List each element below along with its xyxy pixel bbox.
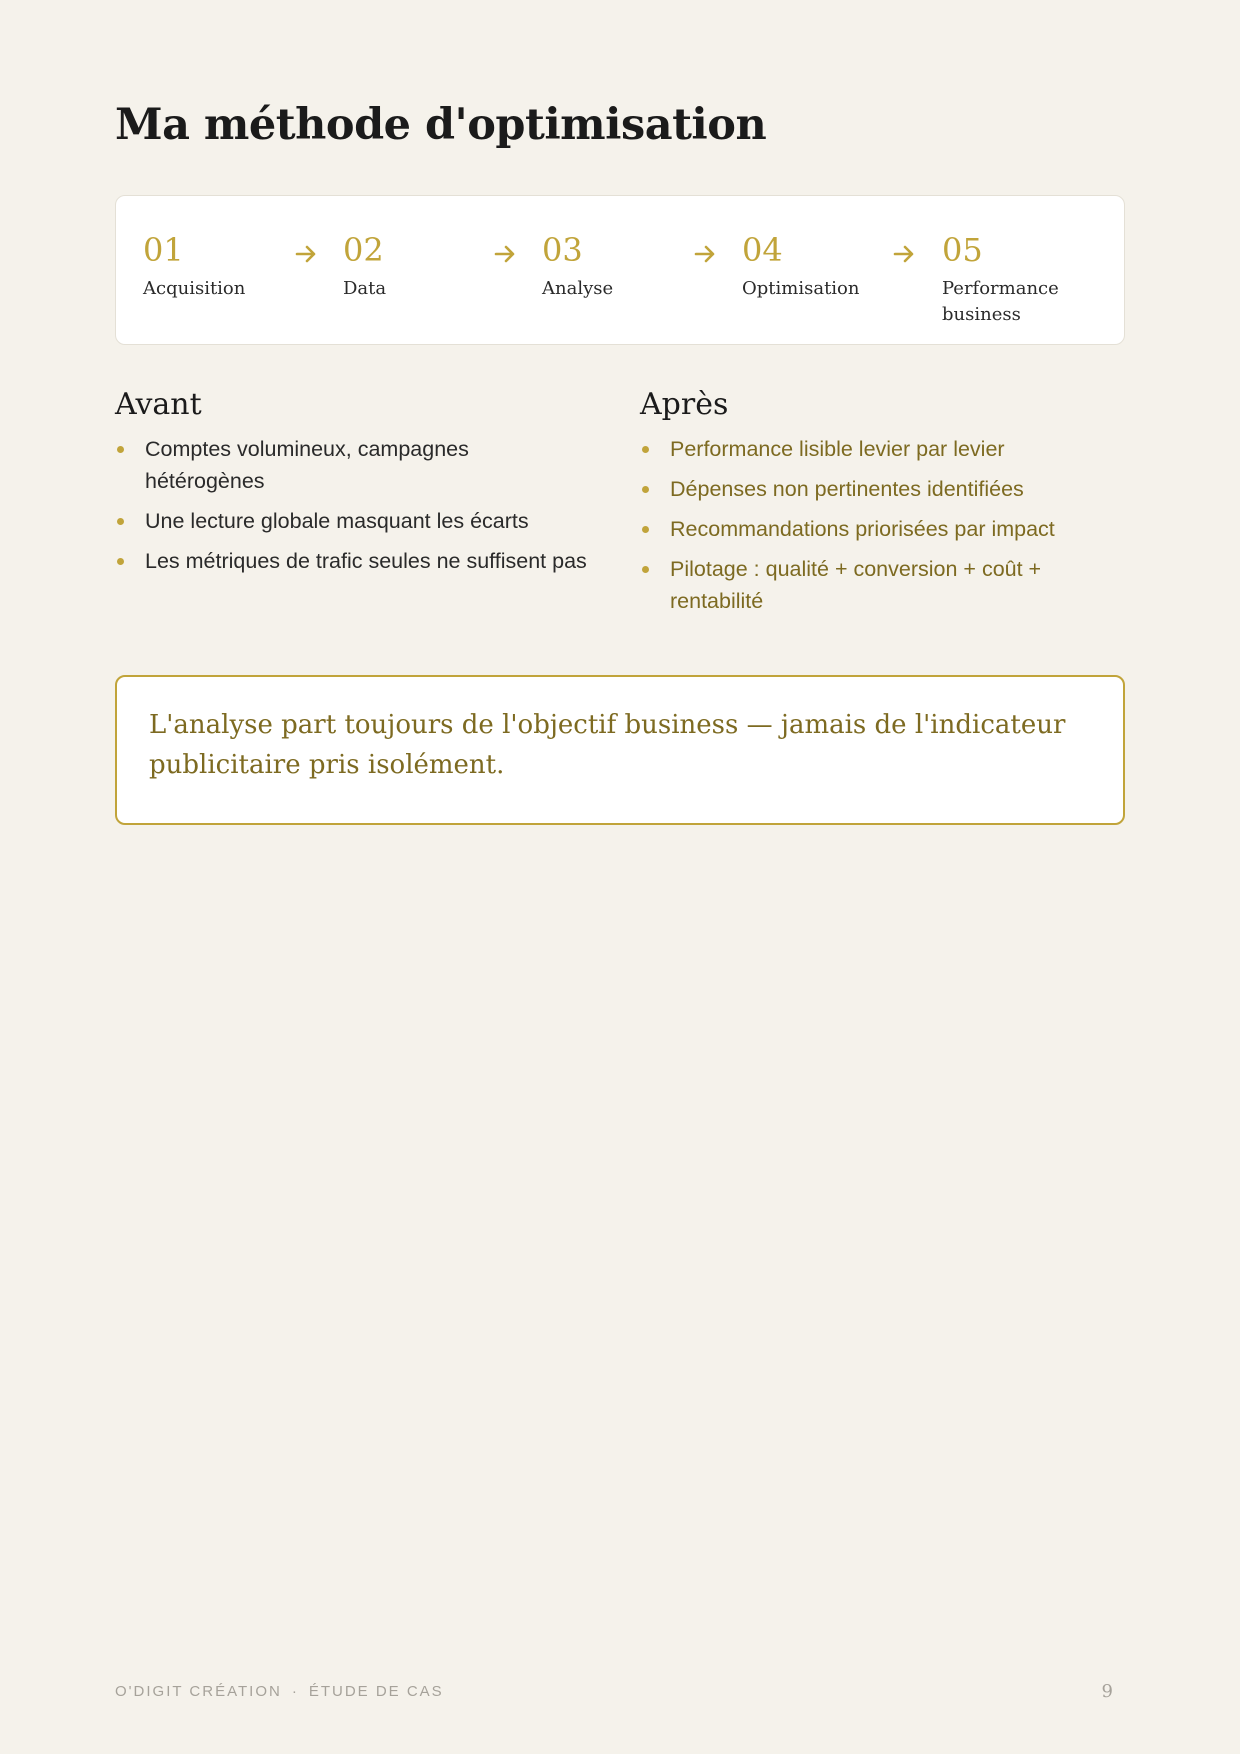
step-label: Optimisation [742,278,860,299]
after-list [640,433,1110,617]
step-label: Acquisition [143,278,246,299]
footer-section: ÉTUDE DE CAS [308,1683,444,1700]
step-5 [942,231,1102,328]
footer-brand [115,1683,444,1700]
list-item: Une lecture globale masquant les écarts [115,505,590,537]
bullet-icon [642,566,649,573]
footer-brand-name: O'DIGIT CRÉATION [115,1683,282,1700]
bullet-icon [642,486,649,493]
process-steps-card [115,195,1125,345]
bullet-icon [117,558,124,565]
arrow-right-icon [693,242,717,266]
arrow-right-icon [493,242,517,266]
list-item: Recommandations priorisées par impact [640,513,1110,545]
list-item: Dépenses non pertinentes identifiées [640,473,1110,505]
before-list [115,433,590,577]
before-heading: Avant [115,387,202,422]
step-number: 02 [343,231,384,269]
step-label: Analyse [542,278,614,299]
list-item: Les métriques de trafic seules ne suffisent pas [115,545,590,577]
after-heading: Après [640,387,729,422]
list-item: Comptes volumineux, campagnes hétérogènes [115,433,590,497]
key-insight-callout [115,675,1125,825]
callout-text: L'analyse part toujours de l'objectif business — jamais de l'indicateur publicitaire pris isolément. [149,710,1066,780]
step-number: 05 [942,231,983,269]
step-label: Performance business [942,278,1059,325]
step-number: 01 [143,231,184,269]
step-label: Data [343,278,387,299]
step-2 [343,231,493,302]
bullet-icon [642,446,649,453]
step-number: 03 [542,231,583,269]
before-column [115,385,590,585]
bullet-icon [117,446,124,453]
list-item: Performance lisible levier par levier [640,433,1110,465]
page-number: 9 [1101,1681,1113,1702]
arrow-right-icon [892,242,916,266]
arrow-right-icon [294,242,318,266]
step-3 [542,231,692,302]
list-item: Pilotage : qualité + conversion + coût + rentabilité [640,553,1110,617]
footer-separator: · [291,1683,299,1700]
step-1 [143,231,293,302]
step-number: 04 [742,231,783,269]
step-4 [742,231,892,302]
bullet-icon [642,526,649,533]
after-column [640,385,1110,625]
page-title: Ma méthode d'optimisation [115,100,767,150]
bullet-icon [117,518,124,525]
